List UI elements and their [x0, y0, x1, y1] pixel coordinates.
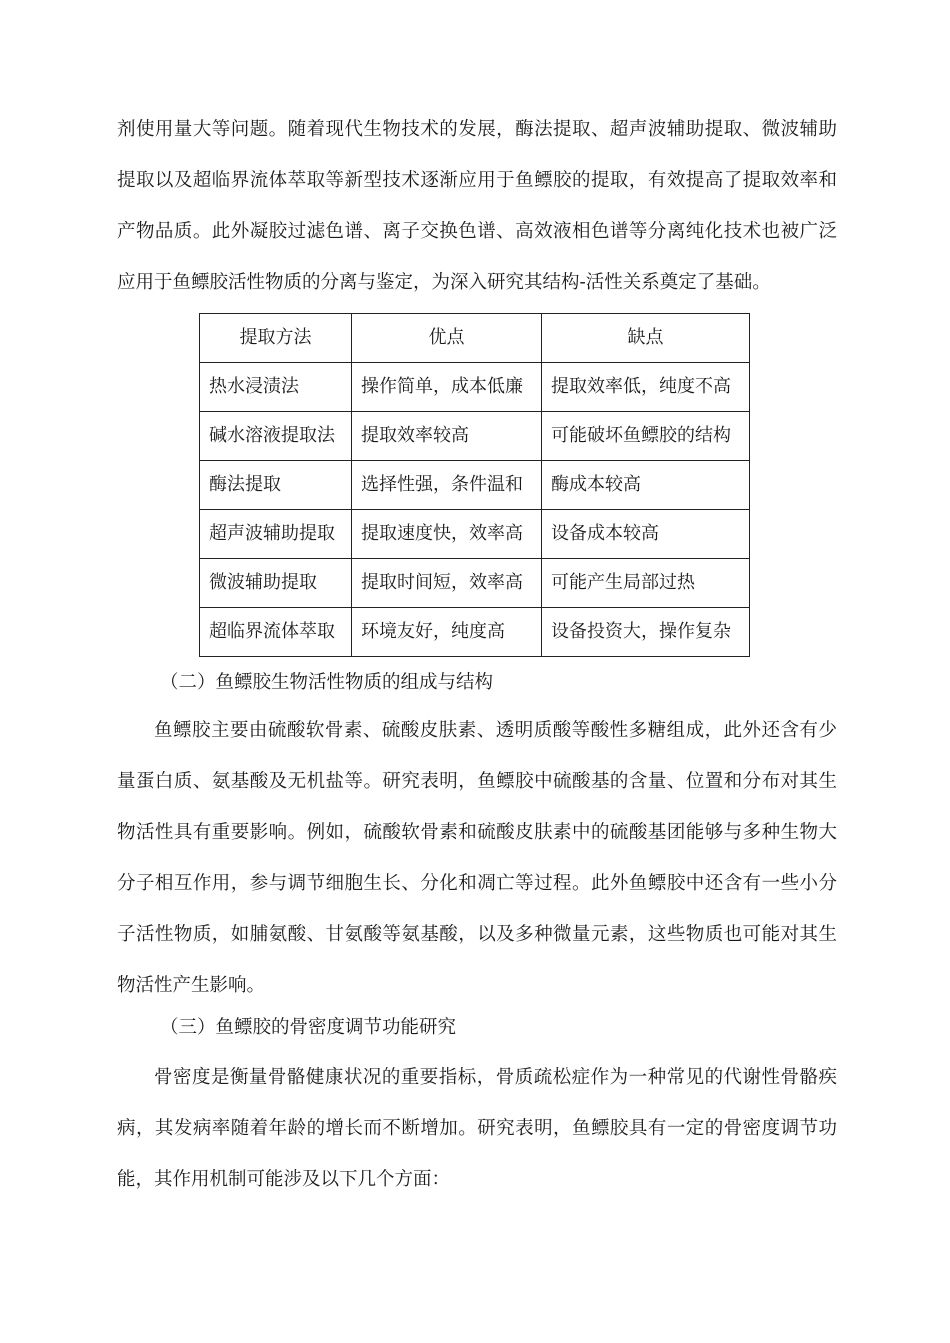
cell-disadvantage: 酶成本较高: [542, 461, 750, 510]
header-disadvantages: 缺点: [542, 314, 750, 363]
cell-method: 酶法提取: [200, 461, 352, 510]
header-method: 提取方法: [200, 314, 352, 363]
table-row: [200, 559, 750, 608]
table-header-row: [200, 314, 750, 363]
table-row: [200, 608, 750, 657]
cell-advantage: 操作简单，成本低廉: [352, 363, 542, 412]
table-row: [200, 363, 750, 412]
cell-method: 超临界流体萃取: [200, 608, 352, 657]
table-row: [200, 510, 750, 559]
section-2-heading: （二）鱼鳔胶生物活性物质的组成与结构: [160, 672, 494, 693]
table-row: [200, 461, 750, 510]
cell-disadvantage: 设备投资大，操作复杂: [542, 608, 750, 657]
cell-advantage: 提取效率较高: [352, 412, 542, 461]
cell-method: 超声波辅助提取: [200, 510, 352, 559]
section-3-heading: （三）鱼鳔胶的骨密度调节功能研究: [160, 1017, 457, 1038]
intro-paragraph: 剂使用量大等问题。随着现代生物技术的发展，酶法提取、超声波辅助提取、微波辅助提取以及超临界流体萃取等新型技术逐渐应用于鱼鳔胶的提取，有效提高了提取效率和产物品质。此外凝胶过滤色谱、离子交换色谱、高效液相色谱等分离纯化技术也被广泛应用于鱼鳔胶活性物质的分离与鉴定，为深入研究其结构-活性关系奠定了基础。: [117, 119, 837, 293]
cell-disadvantage: 可能产生局部过热: [542, 559, 750, 608]
cell-method: 热水浸渍法: [200, 363, 352, 412]
section-2-paragraph: 鱼鳔胶主要由硫酸软骨素、硫酸皮肤素、透明质酸等酸性多糖组成，此外还含有少量蛋白质、氨基酸及无机盐等。研究表明，鱼鳔胶中硫酸基的含量、位置和分布对其生物活性具有重要影响。例如，硫酸软骨素和硫酸皮肤素中的硫酸基团能够与多种生物大分子相互作用，参与调节细胞生长、分化和凋亡等过程。此外鱼鳔胶中还含有一些小分子活性物质，如脯氨酸、甘氨酸等氨基酸，以及多种微量元素，这些物质也可能对其生物活性产生影响。: [117, 720, 837, 996]
section-3-paragraph: 骨密度是衡量骨骼健康状况的重要指标，骨质疏松症作为一种常见的代谢性骨骼疾病，其发病率随着年龄的增长而不断增加。研究表明，鱼鳔胶具有一定的骨密度调节功能，其作用机制可能涉及以下几个方面：: [117, 1067, 837, 1190]
cell-advantage: 选择性强，条件温和: [352, 461, 542, 510]
cell-disadvantage: 可能破坏鱼鳔胶的结构: [542, 412, 750, 461]
header-advantages: 优点: [352, 314, 542, 363]
cell-method: 碱水溶液提取法: [200, 412, 352, 461]
cell-advantage: 提取时间短，效率高: [352, 559, 542, 608]
cell-advantage: 提取速度快，效率高: [352, 510, 542, 559]
table-row: [200, 412, 750, 461]
extraction-methods-table: [199, 313, 750, 657]
cell-disadvantage: 提取效率低，纯度不高: [542, 363, 750, 412]
cell-disadvantage: 设备成本较高: [542, 510, 750, 559]
cell-advantage: 环境友好，纯度高: [352, 608, 542, 657]
cell-method: 微波辅助提取: [200, 559, 352, 608]
